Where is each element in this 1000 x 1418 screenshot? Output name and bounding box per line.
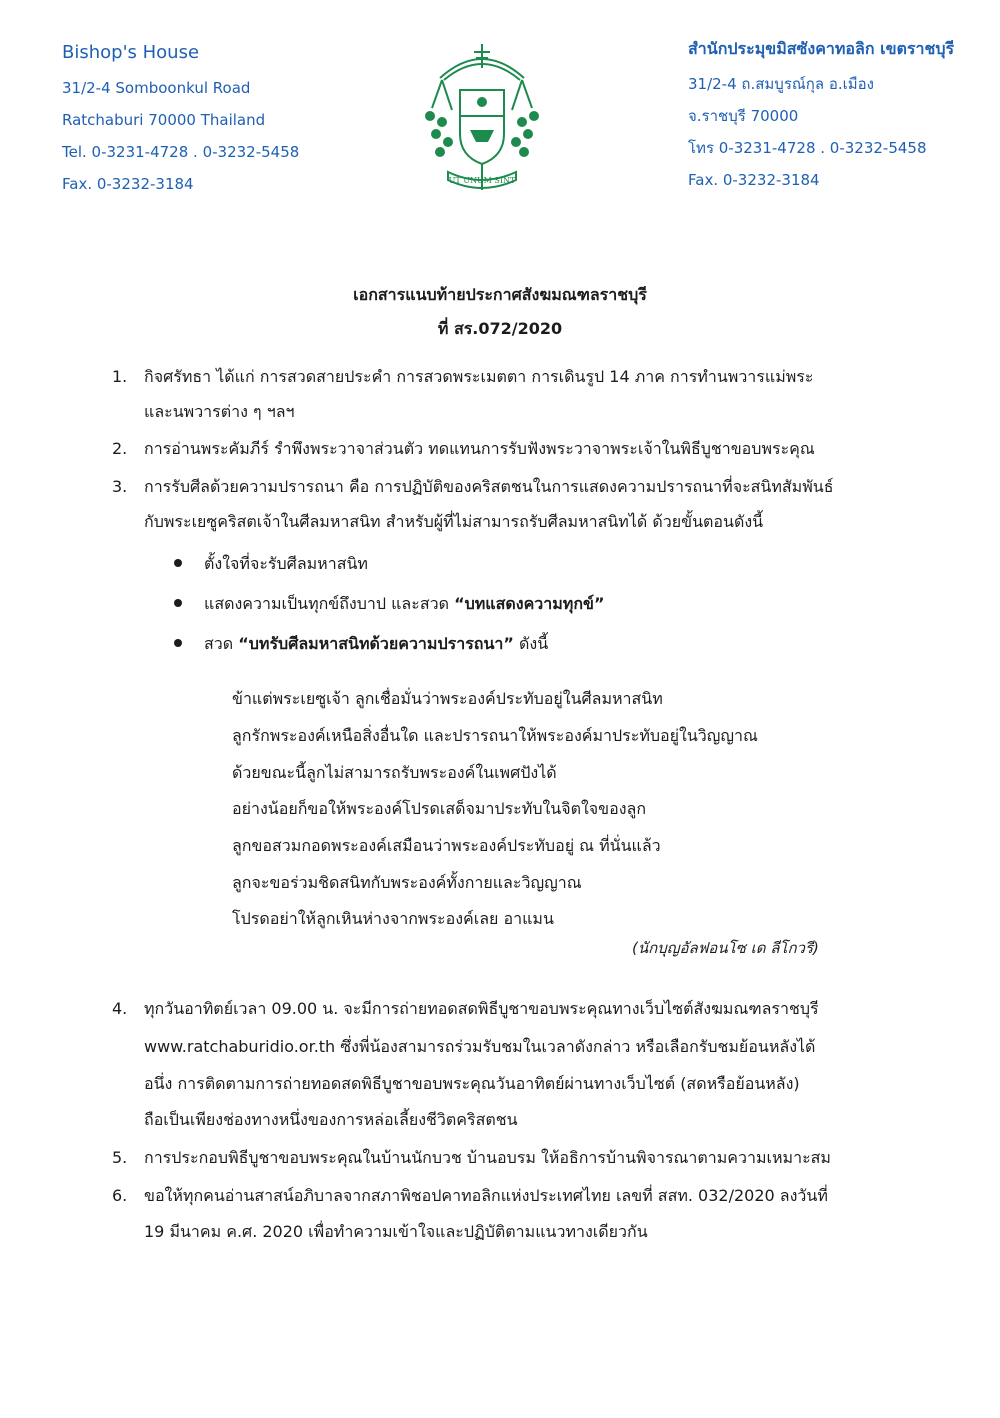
prayer-attribution: (นักบุญอัลฟอนโซ เด ลีโกวรี) (632, 939, 819, 957)
item-6-line-1: ขอให้ทุกคนอ่านสาสน์อภิบาลจากสภาพิชอปคาทอลิกแห่งประเทศไทย เลขที่ สสท. 032/2020 ลงวันที่ (144, 1186, 828, 1205)
item-2-line-1: การอ่านพระคัมภีร์ รำพึงพระวาจาส่วนตัว ทดแทนการรับฟังพระวาจาพระเจ้าในพิธีบูชาขอบพระคุณ (144, 439, 815, 458)
prayer-line: ลูกจะขอร่วมชิดสนิทกับพระองค์ทั้งกายและวิญญาณ (232, 873, 582, 892)
org-name-english: Bishop's House (62, 42, 200, 63)
item-number: 4. (112, 999, 128, 1018)
coat-of-arms-icon (418, 38, 546, 198)
prayer-line: ด้วยขณะนี้ลูกไม่สามารถรับพระองค์ในเพศปังได้ (232, 763, 557, 782)
bullet-icon (174, 559, 182, 567)
item-4-line-3: อนึ่ง การติดตามการถ่ายทอดสดพิธีบูชาขอบพระคุณวันอาทิตย์ผ่านทางเว็บไซต์ (สดหรือย้อนหลัง) (144, 1074, 800, 1093)
item-1-line-1: กิจศรัทธา ได้แก่ การสวดสายประคำ การสวดพระเมตตา การเดินรูป 14 ภาค การทำนพวารแม่พระ (144, 367, 814, 386)
prayer-line: อย่างน้อยก็ขอให้พระองค์โปรดเสด็จมาประทับในจิตใจของลูก (232, 799, 647, 818)
prayer-line: ข้าแต่พระเยซูเจ้า ลูกเชื่อมั่นว่าพระองค์ประทับอยู่ในศีลมหาสนิท (232, 689, 663, 708)
tel-line-thai: โทร 0-3231-4728 . 0-3232-5458 (688, 139, 927, 157)
bullet-3-text: สวด (204, 634, 239, 653)
bullet-3-bold: “บทรับศีลมหาสนิทด้วยความปรารถนา” (238, 634, 514, 653)
city-line: Ratchaburi 70000 Thailand (62, 111, 266, 129)
item-4-line-1: ทุกวันอาทิตย์เวลา 09.00 น. จะมีการถ่ายทอดสดพิธีบูชาขอบพระคุณทางเว็บไซต์สังฆมณฑลราชบุรี (144, 999, 819, 1018)
fax-line: Fax. 0-3232-3184 (62, 175, 194, 193)
letterhead-english (62, 40, 299, 200)
bullet-2-text: แสดงความเป็นทุกข์ถึงบาป และสวด (204, 594, 455, 613)
item-number: 5. (112, 1148, 128, 1167)
document-title: เอกสารแนบท้ายประกาศสังฆมณฑลราชบุรี (353, 285, 647, 304)
item-1-line-2: และนพวารต่าง ๆ ฯลฯ (144, 402, 295, 421)
bullet-1: ตั้งใจที่จะรับศีลมหาสนิท (204, 554, 368, 573)
item-number: 3. (112, 477, 128, 496)
org-name-thai: สำนักประมุขมิสซังคาทอลิก เขตราชบุรี (688, 39, 955, 58)
bullet-3 (204, 627, 548, 660)
tel-line: Tel. 0-3231-4728 . 0-3232-5458 (62, 143, 300, 161)
bullet-2 (204, 587, 604, 620)
prayer-line: ลูกขอสวมกอดพระองค์เสมือนว่าพระองค์ประทับอยู่ ณ ที่นั่นแล้ว (232, 836, 661, 855)
item-5-line-1: การประกอบพิธีบูชาขอบพระคุณในบ้านนักบวช บ้านอบรม ให้อธิการบ้านพิจารณาตามความเหมาะสม (144, 1148, 831, 1167)
item-4-line-4: ถือเป็นเพียงช่องทางหนึ่งของการหล่อเลี้ยงชีวิตคริสตชน (144, 1110, 518, 1129)
item-3-line-2: กับพระเยซูคริสตเจ้าในศีลมหาสนิท สำหรับผู้ที่ไม่สามารถรับศีลมหาสนิทได้ ด้วยขั้นตอนดังนี้ (144, 512, 764, 531)
bullet-icon (174, 639, 182, 647)
item-4-line-2: www.ratchaburidio.or.th ซึ่งพี่น้องสามารถร่วมรับชมในเวลาดังกล่าว หรือเลือกรับชมย้อนหลังได้ (144, 1037, 816, 1056)
prayer-line: โปรดอย่าให้ลูกเหินห่างจากพระองค์เลย อาแมน (232, 909, 554, 928)
prayer-line: ลูกรักพระองค์เหนือสิ่งอื่นใด และปรารถนาให้พระองค์มาประทับอยู่ในวิญญาณ (232, 726, 758, 745)
city-line-thai: จ.ราชบุรี 70000 (688, 107, 799, 125)
address-line: 31/2-4 Somboonkul Road (62, 79, 251, 97)
bullet-icon (174, 599, 182, 607)
crest-motto: UT UNUM SINT (448, 176, 516, 185)
item-6-line-2: 19 มีนาคม ค.ศ. 2020 เพื่อทำความเข้าใจและปฏิบัติตามแนวทางเดียวกัน (144, 1222, 648, 1241)
letterhead-thai (688, 36, 954, 196)
fax-line-thai: Fax. 0-3232-3184 (688, 171, 820, 189)
item-number: 1. (112, 367, 128, 386)
bullet-3-suffix: ดังนี้ (513, 634, 549, 653)
document-number: ที่ สร.072/2020 (437, 319, 563, 338)
item-number: 2. (112, 439, 128, 458)
item-number: 6. (112, 1186, 128, 1205)
bullet-2-bold: “บทแสดงความทุกข์” (454, 594, 605, 613)
item-3-line-1: การรับศีลด้วยความปรารถนา คือ การปฏิบัติของคริสตชนในการแสดงความปรารถนาที่จะสนิทสัมพันธ์ (144, 477, 834, 496)
address-line-thai: 31/2-4 ถ.สมบูรณ์กุล อ.เมือง (688, 75, 874, 93)
